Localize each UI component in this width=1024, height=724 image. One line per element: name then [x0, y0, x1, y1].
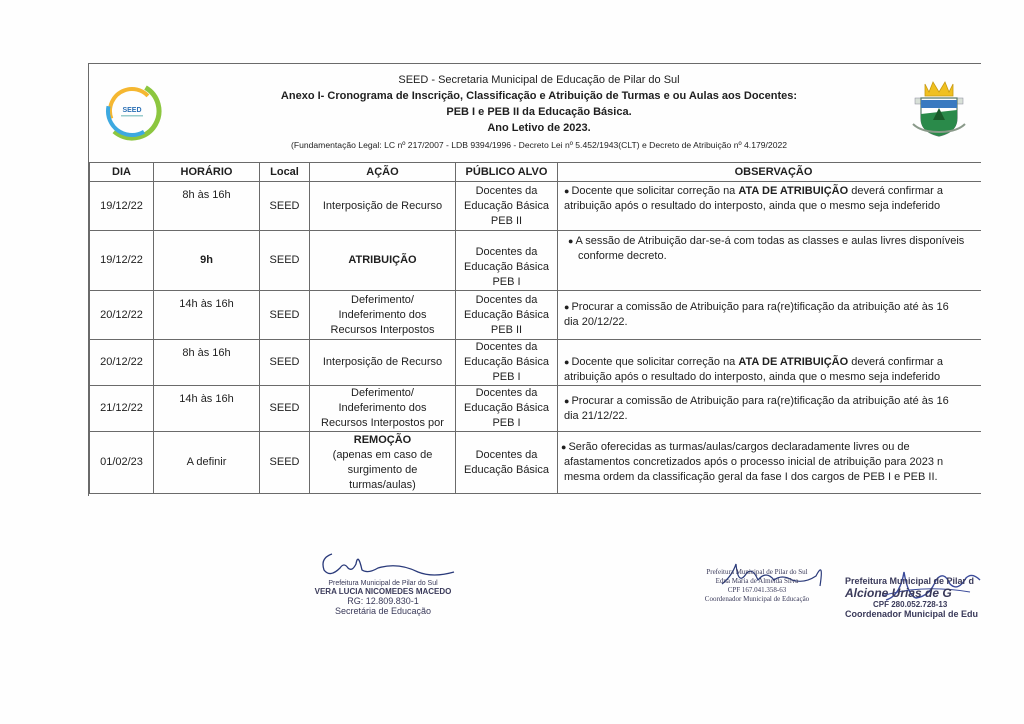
obs-text: Serão oferecidas as turmas/aulas/cargos declaradamente livres ou de [568, 441, 910, 453]
publico-line: Docentes da [475, 387, 538, 399]
publico-line: PEB II [490, 214, 523, 227]
obs-text: mesma ordem da classificação geral da fase I dos cargos de PEB I e PEB II. [564, 471, 938, 483]
publico-line: Educação Básica [464, 356, 549, 368]
cell-observacao [558, 231, 982, 291]
header-title-block [239, 72, 839, 152]
header-secretaria: SEED - Secretaria Municipal de Educação de Pilar do Sul [398, 74, 680, 86]
cell-acao [310, 386, 456, 432]
table-row [90, 340, 982, 386]
cell-horario: 14h às 16h [154, 291, 260, 340]
obs-text: Docente que solicitar correção na [571, 356, 739, 368]
publico-line: PEB I [492, 371, 521, 383]
cell-publico-alvo [456, 386, 558, 432]
cell-local: SEED [260, 231, 310, 291]
cell-horario: 14h às 16h [154, 386, 260, 432]
signature-role: Coordenador Municipal de Educação [704, 595, 810, 603]
acao-line: Recursos Interpostos por [321, 417, 444, 429]
bullet-icon: ● [568, 236, 574, 246]
signature-name: VERA LUCIA NICOMEDES MACEDO [314, 587, 452, 596]
signature-block-coordinator-1 [692, 568, 822, 604]
cell-publico-alvo [456, 432, 558, 494]
signature-line: Prefeitura Municipal de Pilar d [845, 576, 975, 586]
header-legal-basis: (Fundamentação Legal: LC nº 217/2007 - LDB 9394/1996 - Decreto Lei nº 5.452/1943(CLT) e Decreto de Atribuição nº 4.179/2022 [290, 140, 788, 150]
cell-local: SEED [260, 386, 310, 432]
column-header-acao: AÇÃO [310, 163, 456, 182]
cell-observacao [558, 291, 982, 340]
publico-line: Educação Básica [464, 402, 549, 414]
cell-acao: Interposição de Recurso [310, 182, 456, 231]
table-row [90, 432, 982, 494]
header-year: Ano Letivo de 2023. [487, 122, 591, 134]
table-row [90, 231, 982, 291]
obs-text: A sessão de Atribuição dar-se-á com todas as classes e aulas livres disponíveis [575, 235, 965, 247]
publico-line: Docentes da [475, 246, 538, 258]
acao-line: surgimento de [347, 463, 418, 476]
cell-horario: 8h às 16h [154, 340, 260, 386]
cell-publico-alvo [456, 182, 558, 231]
acao-line: Deferimento/ [351, 387, 414, 399]
acao-line: (apenas em caso de [332, 448, 433, 461]
document-header [89, 64, 981, 162]
cell-dia: 01/02/23 [90, 432, 154, 494]
cell-horario: 8h às 16h [154, 182, 260, 231]
table-header-row [90, 163, 982, 182]
acao-line: Recursos Interpostos [330, 323, 435, 336]
acao-line: Indeferimento dos [338, 308, 427, 321]
obs-text-bold: ATA DE ATRIBUIÇÃO [738, 185, 849, 197]
signature-line: Prefeitura Municipal de Pilar do Sul [706, 568, 808, 576]
cell-observacao [558, 386, 982, 432]
cell-dia: 20/12/22 [90, 340, 154, 386]
obs-text: deverá confirmar a [848, 356, 943, 368]
publico-line: PEB I [492, 417, 521, 429]
signature-name: Edna Maria de Almeida Silva [715, 577, 799, 585]
seed-logo-text: SEED [122, 107, 142, 114]
schedule-table [89, 162, 981, 494]
obs-text: Procurar a comissão de Atribuição para ra(re)tificação da atribuição até às 16 [571, 301, 949, 313]
obs-text: afastamentos concretizados após o processo inicial de atribuição para 2023 n [564, 456, 944, 468]
bullet-icon: ● [564, 302, 570, 312]
obs-text: conforme decreto. [578, 250, 667, 262]
signature-role: Secretária de Educação [334, 606, 432, 616]
signature-name: Alcione Urias de G [845, 586, 952, 600]
publico-line: Docentes da [475, 184, 538, 197]
cell-observacao [558, 182, 982, 231]
schedule-document [88, 63, 981, 496]
cell-acao: ATRIBUIÇÃO [310, 231, 456, 291]
signature-line: Prefeitura Municipal de Pilar do Sul [328, 580, 438, 587]
publico-line: Docentes da [475, 448, 538, 461]
obs-text: Docente que solicitar correção na [571, 185, 739, 197]
publico-line: Educação Básica [464, 199, 549, 212]
table-row [90, 182, 982, 231]
signature-line: CPF 280.052.728-13 [873, 600, 948, 609]
publico-line: Educação Básica [464, 463, 549, 476]
bullet-icon: ● [564, 186, 570, 196]
cell-publico-alvo [456, 340, 558, 386]
publico-line: PEB II [490, 323, 523, 336]
cell-horario: 9h [154, 231, 260, 291]
coat-of-arms-icon [911, 80, 967, 138]
bullet-icon: ● [564, 357, 570, 367]
cell-acao [310, 432, 456, 494]
bullet-icon: ● [561, 442, 567, 452]
table-row [90, 291, 982, 340]
signature-block-secretaria [308, 550, 458, 616]
column-header-dia: DIA [90, 163, 154, 182]
seed-logo-icon [101, 80, 163, 142]
cell-publico-alvo [456, 231, 558, 291]
publico-line: Educação Básica [464, 261, 549, 273]
obs-text: deverá confirmar a [848, 185, 943, 197]
obs-text-bold: ATA DE ATRIBUIÇÃO [738, 356, 849, 368]
cell-horario: A definir [154, 432, 260, 494]
column-header-observacao: OBSERVAÇÃO [558, 163, 982, 182]
publico-line: Docentes da [475, 293, 538, 306]
cell-dia: 19/12/22 [90, 182, 154, 231]
cell-local: SEED [260, 182, 310, 231]
column-header-publico-alvo: PÚBLICO ALVO [456, 163, 558, 182]
cell-acao [310, 291, 456, 340]
publico-line: PEB I [492, 276, 521, 288]
acao-line: Deferimento/ [351, 293, 414, 306]
column-header-horario: HORÁRIO [154, 163, 260, 182]
cell-local: SEED [260, 432, 310, 494]
bullet-icon: ● [564, 395, 570, 406]
cell-local: SEED [260, 291, 310, 340]
obs-text: atribuição após o resultado do interposto, ainda que o mesmo seja indeferido [564, 200, 941, 212]
cell-observacao [558, 340, 982, 386]
cell-dia: 20/12/22 [90, 291, 154, 340]
cell-local: SEED [260, 340, 310, 386]
signature-role: Coordenador Municipal de Edu [845, 609, 979, 619]
publico-line: Docentes da [475, 341, 538, 353]
cell-observacao [558, 432, 982, 494]
acao-line-bold: REMOÇÃO [353, 433, 412, 446]
obs-text: atribuição após o resultado do interposto, ainda que o mesmo seja indeferido [564, 371, 941, 383]
obs-text: Procurar a comissão de Atribuição para ra(re)tificação da atribuição até às 16 [571, 394, 949, 407]
obs-text: dia 20/12/22. [564, 316, 628, 328]
cell-acao: Interposição de Recurso [310, 340, 456, 386]
acao-line: turmas/aulas) [349, 478, 416, 491]
obs-text: dia 21/12/22. [564, 409, 628, 422]
table-row [90, 386, 982, 432]
signature-line: CPF 167.041.358-63 [727, 586, 787, 594]
cell-publico-alvo [456, 291, 558, 340]
column-header-local: Local [260, 163, 310, 182]
signature-line: RG: 12.809.830-1 [347, 596, 419, 606]
acao-line: Indeferimento dos [338, 402, 427, 414]
header-peb: PEB I e PEB II da Educação Básica. [446, 106, 632, 118]
header-annex-title: Anexo I- Cronograma de Inscrição, Classificação e Atribuição de Turmas e ou Aulas aos Docentes: [280, 90, 798, 102]
publico-line: Educação Básica [464, 308, 549, 321]
signature-block-coordinator-2 [845, 576, 995, 619]
cell-dia: 19/12/22 [90, 231, 154, 291]
cell-dia: 21/12/22 [90, 386, 154, 432]
